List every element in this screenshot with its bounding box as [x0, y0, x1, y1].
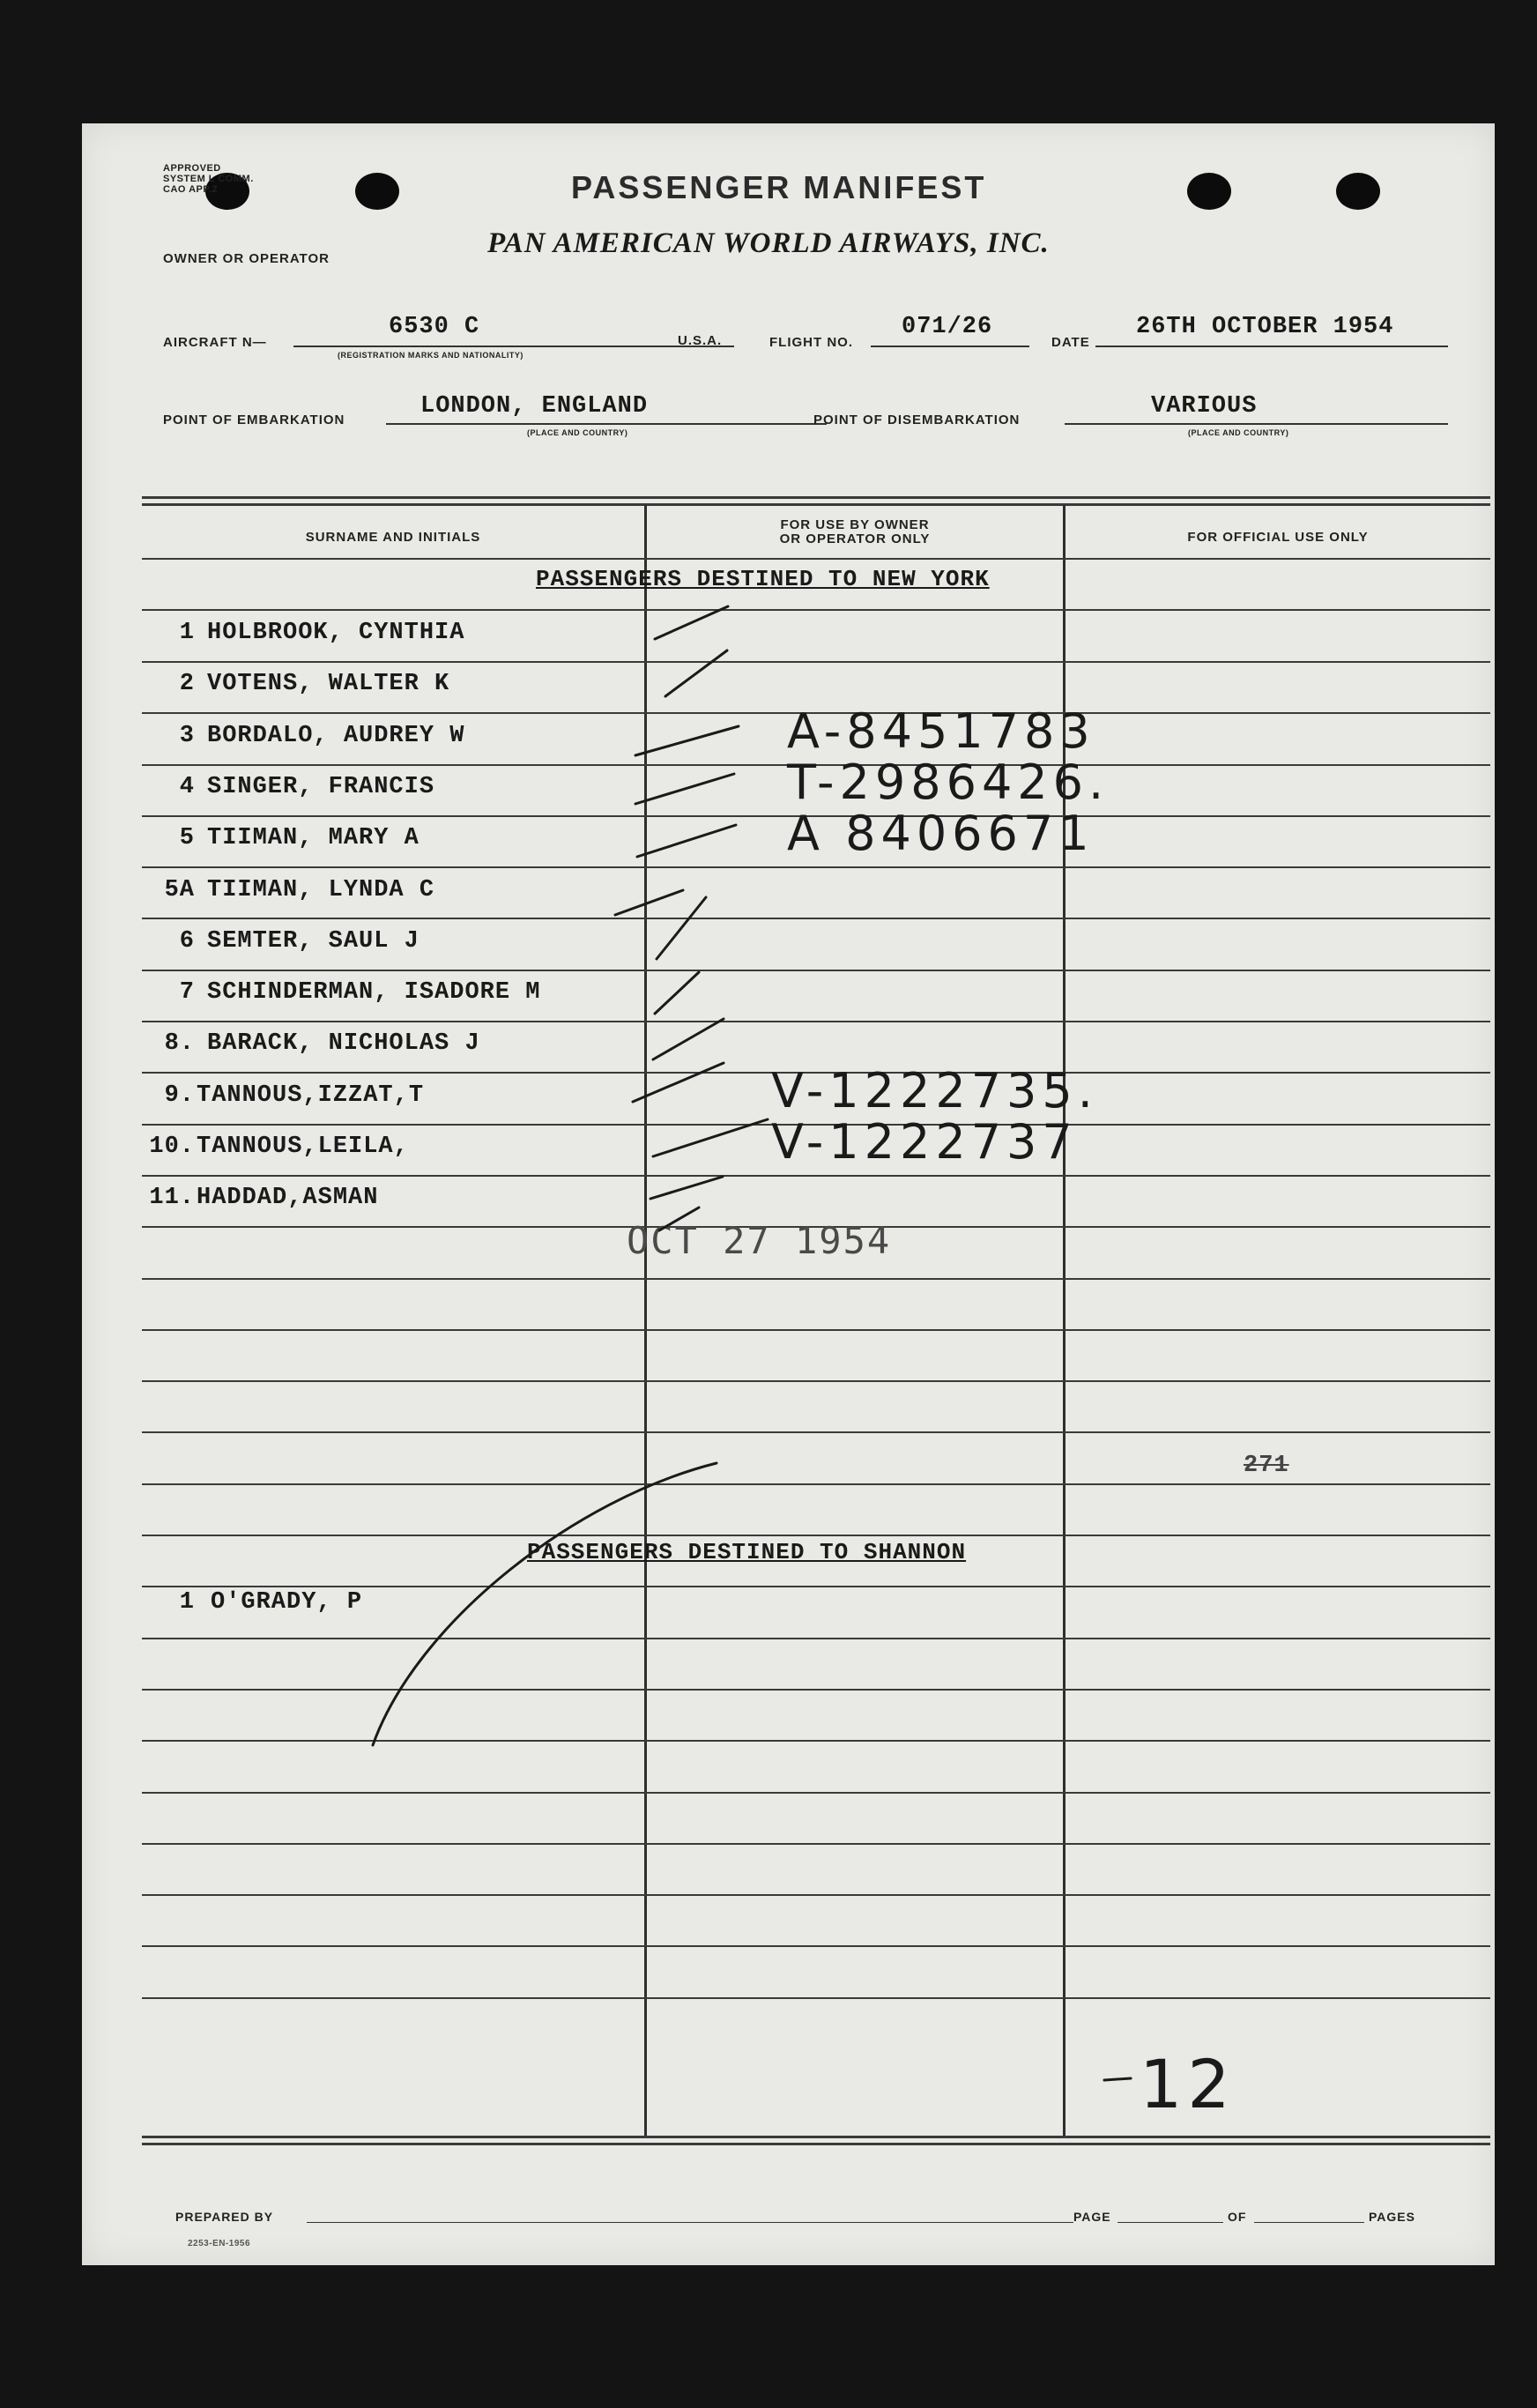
- check-mark: [665, 650, 727, 696]
- date-label: DATE: [1051, 335, 1090, 350]
- passenger-document-number: V-1222737: [771, 1114, 1078, 1170]
- check-mark: [655, 972, 699, 1014]
- passenger-name: TIIMAN, LYNDA C: [207, 877, 435, 903]
- passenger-name: O'GRADY, P: [211, 1589, 363, 1616]
- check-mark: [650, 1177, 723, 1199]
- passenger-number: 5A: [164, 877, 195, 903]
- check-mark: [657, 897, 706, 959]
- prepared-by-underline: [307, 2222, 1073, 2223]
- passenger-number: 2: [179, 671, 195, 697]
- airline-name: PAN AMERICAN WORLD AIRWAYS, INC.: [487, 227, 1050, 259]
- owner-label: OWNER OR OPERATOR: [163, 251, 330, 266]
- passenger-number: 7: [179, 979, 195, 1006]
- passenger-number: 6: [179, 928, 195, 955]
- flight-label: FLIGHT NO.: [769, 335, 853, 350]
- aircraft-caption: (REGISTRATION MARKS AND NATIONALITY): [338, 351, 523, 360]
- check-mark: [637, 825, 736, 857]
- passenger-number: 1: [179, 1589, 195, 1616]
- column-header-surname: SURNAME AND INITIALS: [305, 530, 481, 545]
- passenger-number: 8.: [164, 1030, 195, 1057]
- flight-value: 071/26: [902, 314, 993, 340]
- embark-caption: (PLACE AND COUNTRY): [527, 428, 628, 437]
- passenger-number: 4: [179, 774, 195, 800]
- column-header-official: FOR OFFICIAL USE ONLY: [1187, 530, 1369, 545]
- passenger-name: HOLBROOK, CYNTHIA: [207, 620, 465, 646]
- disembark-caption: (PLACE AND COUNTRY): [1188, 428, 1289, 437]
- total-tick: [1104, 2078, 1131, 2080]
- passenger-name: SEMTER, SAUL J: [207, 928, 420, 955]
- date-stamp: OCT 27 1954: [627, 1219, 892, 1262]
- prepared-by-label: PREPARED BY: [175, 2210, 274, 2224]
- of-label: OF: [1228, 2210, 1247, 2224]
- passenger-name: BARACK, NICHOLAS J: [207, 1030, 480, 1057]
- passenger-name: VOTENS, WALTER K: [207, 671, 450, 697]
- passenger-document-number: A-8451783: [787, 703, 1095, 759]
- passenger-number: 11.: [149, 1185, 195, 1211]
- check-mark: [615, 890, 683, 915]
- aircraft-value: 6530 C: [389, 314, 480, 340]
- page-underline: [1117, 2222, 1223, 2223]
- passenger-document-number: T-2986426.: [787, 754, 1110, 810]
- passenger-name: TANNOUS,IZZAT,T: [197, 1082, 425, 1109]
- column-header-owner-use: FOR USE BY OWNER OR OPERATOR ONLY: [779, 517, 931, 546]
- passenger-number: 3: [179, 723, 195, 749]
- passenger-document-number: A 8406671: [787, 806, 1095, 861]
- check-mark: [655, 606, 728, 639]
- passenger-number: 10.: [149, 1133, 195, 1160]
- check-mark: [653, 1019, 724, 1059]
- page-title: PASSENGER MANIFEST: [571, 169, 987, 205]
- check-mark: [653, 1119, 768, 1156]
- check-mark: [633, 1063, 724, 1102]
- passenger-number: 1: [179, 620, 195, 646]
- disembark-label: POINT OF DISEMBARKATION: [813, 412, 1021, 427]
- section-shannon: PASSENGERS DESTINED TO SHANNON: [527, 1539, 967, 1565]
- handwritten-total: 12: [1140, 2045, 1236, 2123]
- approval-stamp: APPROVED SYSTEM L COMM. CAO APP.2: [163, 163, 254, 195]
- aircraft-label: AIRCRAFT N—: [163, 335, 267, 350]
- passenger-name: HADDAD,ASMAN: [197, 1185, 379, 1211]
- passenger-name: TIIMAN, MARY A: [207, 825, 420, 851]
- check-mark: [635, 726, 739, 755]
- section-new-york: PASSENGERS DESTINED TO NEW YORK: [536, 566, 990, 592]
- usa-label: U.S.A.: [678, 333, 723, 348]
- check-mark: [635, 774, 734, 804]
- passenger-number: 5: [179, 825, 195, 851]
- check-mark: [659, 1208, 699, 1230]
- passenger-number: 9.: [164, 1082, 195, 1109]
- disembark-value: VARIOUS: [1151, 393, 1258, 420]
- long-pen-stroke: [373, 1463, 717, 1745]
- passenger-name: SINGER, FRANCIS: [207, 774, 435, 800]
- pages-label: PAGES: [1369, 2210, 1415, 2224]
- passenger-document-number: V-1222735.: [771, 1063, 1098, 1119]
- date-value: 26TH OCTOBER 1954: [1136, 314, 1394, 340]
- passenger-name: TANNOUS,LEILA,: [197, 1133, 409, 1160]
- ink-marks: [82, 123, 1495, 2265]
- passenger-name: SCHINDERMAN, ISADORE M: [207, 979, 541, 1006]
- form-number: 2253-EN-1956: [188, 2239, 251, 2248]
- manifest-sheet: [82, 123, 1495, 2265]
- official-note: 271: [1244, 1453, 1289, 1479]
- of-underline: [1254, 2222, 1364, 2223]
- embark-value: LONDON, ENGLAND: [420, 393, 649, 420]
- passenger-name: BORDALO, AUDREY W: [207, 723, 465, 749]
- page-label: PAGE: [1073, 2210, 1111, 2224]
- embark-label: POINT OF EMBARKATION: [163, 412, 345, 427]
